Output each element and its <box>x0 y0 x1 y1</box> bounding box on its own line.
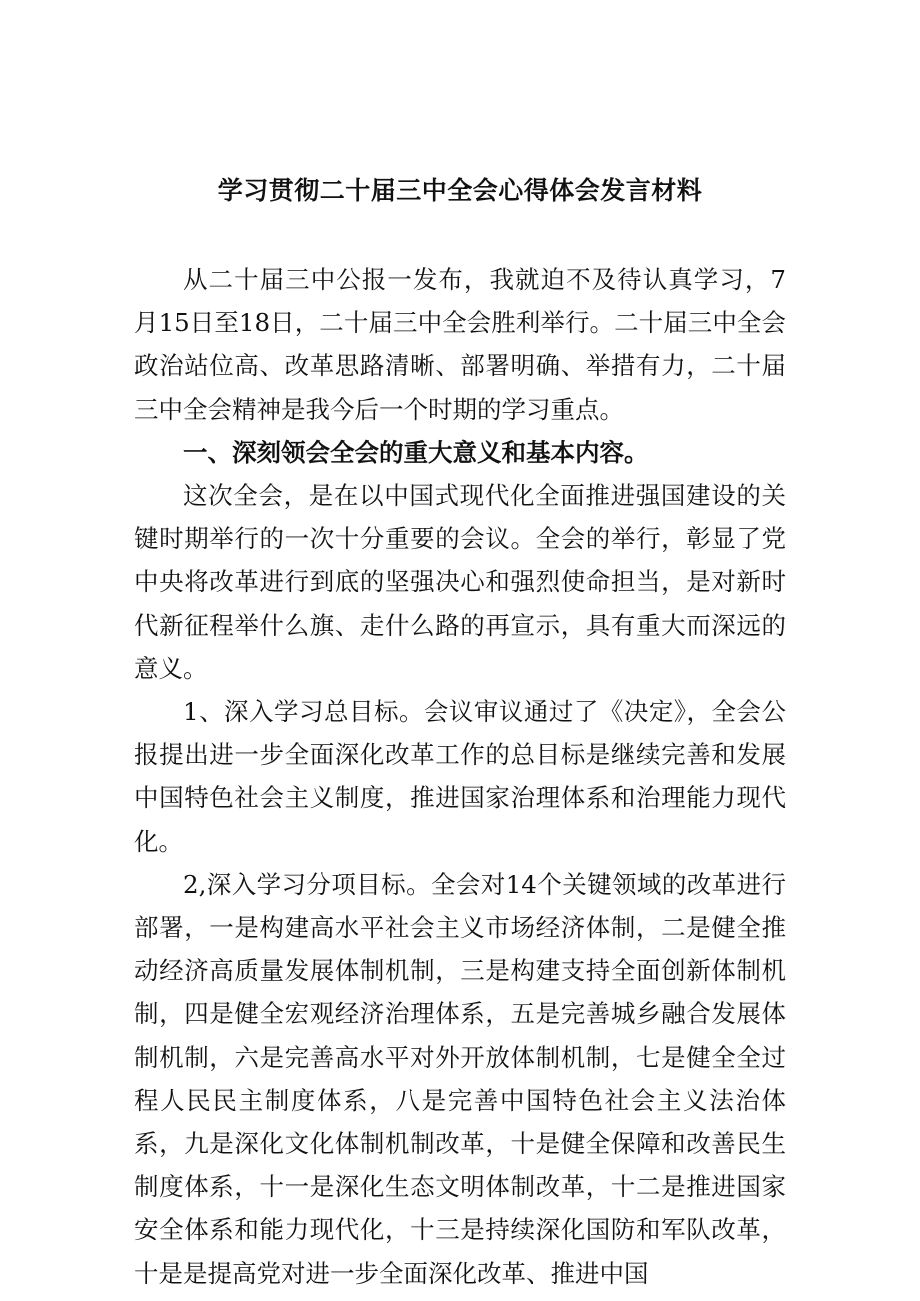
body-paragraph: 1、深入学习总目标。会议审议通过了《决定》，全会公报提出进一步全面深化改革工作的总目标是继续完善和发展中国特色社会主义制度，推进国家治理体系和治理能力现代化。 <box>134 697 786 856</box>
document-body <box>134 258 786 1295</box>
section-heading-1: 一、深刻领会全会的重大意义和基本内容。 <box>183 437 649 467</box>
body-paragraph: 这次全会，是在以中国式现代化全面推进强国建设的关键时期举行的一次十分重要的会议。全会的举行，彰显了党中央将改革进行到底的坚强决心和强烈使命担当，是对新时代新征程举什么旗、走什么路的再宣示，具有重大而深远的意义。 <box>134 481 786 683</box>
document-title: 学习贯彻二十届三中全会心得体会发言材料 <box>217 176 703 205</box>
body-paragraph: 2,深入学习分项目标。全会对14个关键领域的改革进行部署，一是构建高水平社会主义市场经济体制，二是健全推动经济高质量发展体制机制，三是构建支持全面创新体制机制，四是健全宏观经济治理体系，五是完善城乡融合发展体制机制，六是完善高水平对外开放体制机制，七是健全全过程人民民主制度体系，八是完善中国特色社会主义法治体系，九是深化文化体制机制改革，十是健全保障和改善民生制度体系，十一是深化生态文明体制改革，十二是推进国家安全体系和能力现代化，十三是持续深化国防和军队改革，十是是提高党对进一步全面深化改革、推进中国 <box>134 869 786 1288</box>
intro-paragraph: 从二十届三中公报一发布，我就迫不及待认真学习，7月15日至18日，二十届三中全会胜利举行。二十届三中全会政治站位高、改革思路清晰、部署明确、举措有力，二十届三中全会精神是我今后一个时期的学习重点。 <box>134 265 786 424</box>
